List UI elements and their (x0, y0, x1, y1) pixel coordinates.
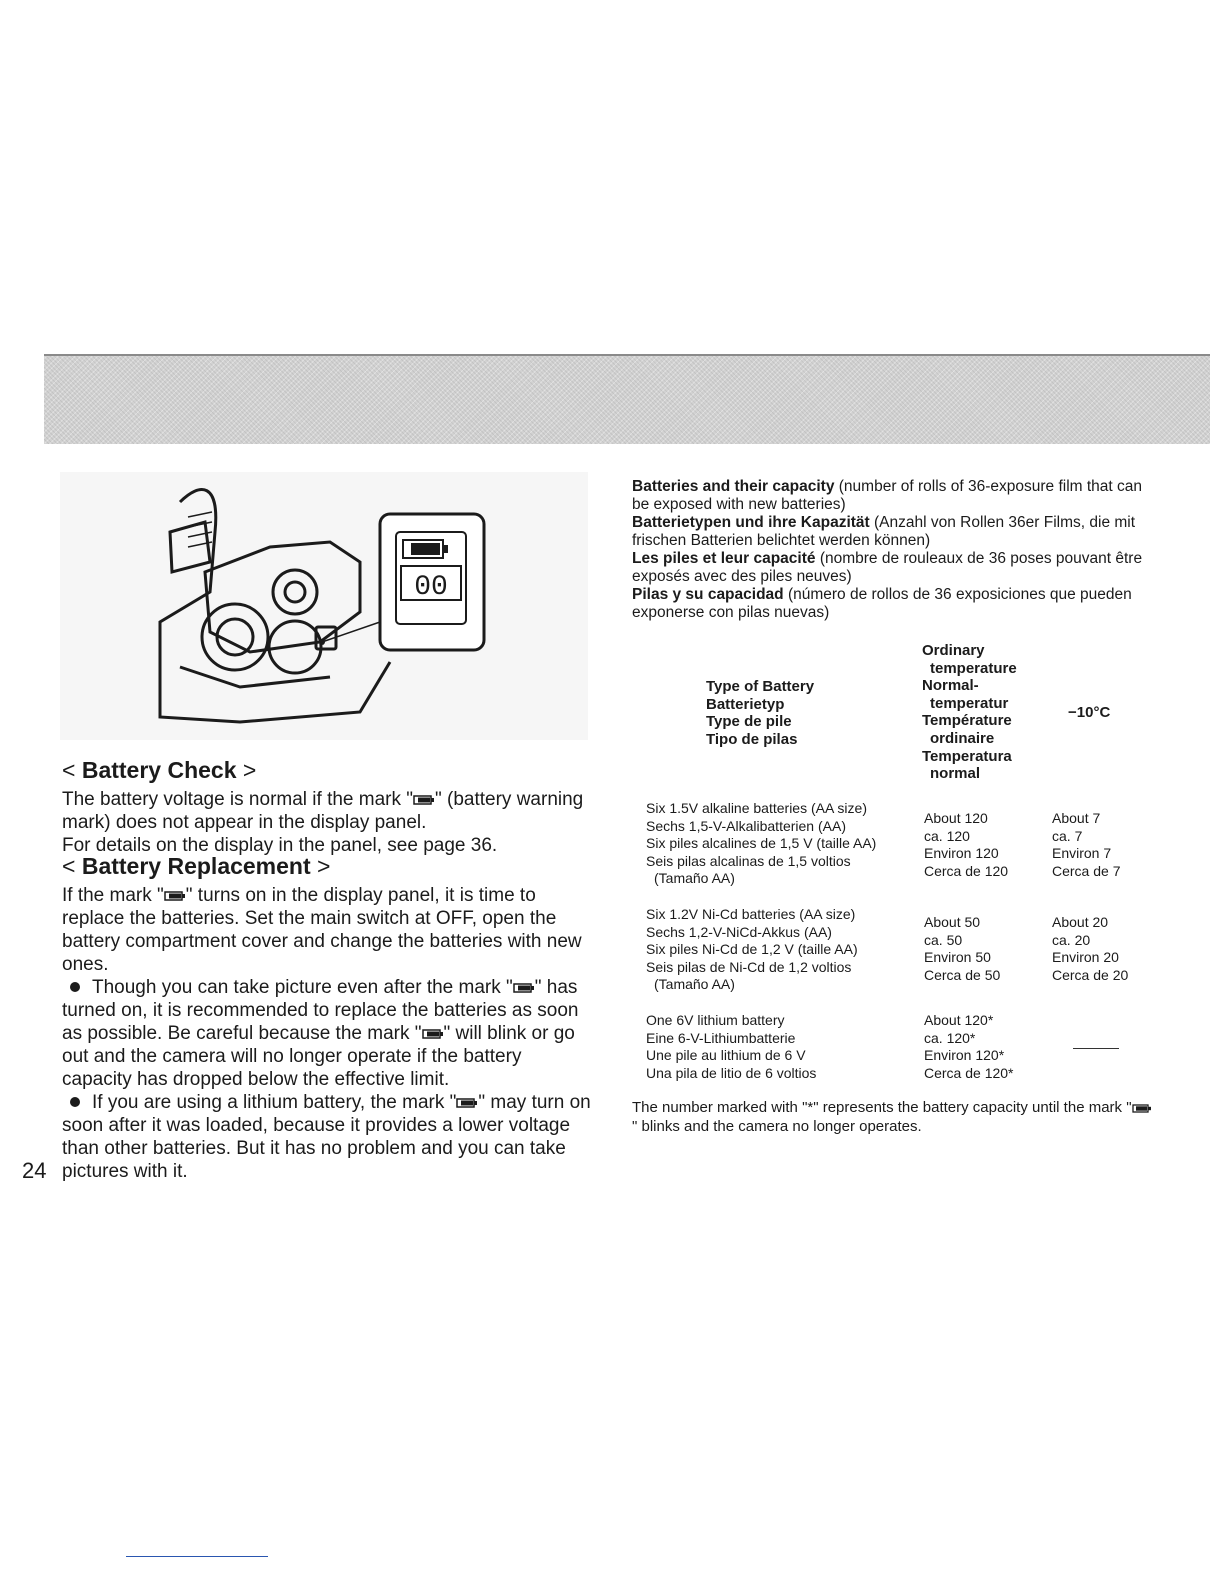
intro-es: Pilas y su capacidad (número de rollos de 36 exposiciones que pueden exponerse con pilas nuevas) (632, 586, 1132, 621)
intro-en: Batteries and their capacity (number of rolls of 36-exposure film that can be exposed with new batteries) (632, 478, 1143, 513)
battery-replacement-section (62, 852, 592, 1183)
header-battery-type: Type of Battery Batterietyp Type de pile Tipo de pilas (706, 678, 815, 748)
capacity-intro (632, 478, 1152, 622)
battery-warning-icon (456, 1098, 478, 1108)
intro-fr: Les piles et leur capacité (nombre de rouleaux de 36 poses pouvant être exposés avec des piles neuves) (632, 550, 1143, 585)
header-normal-temperature: Ordinary temperature Normal- temperatur Température ordinaire Temperatura normal (922, 642, 1017, 783)
table-cell-cold: About 7 ca. 7 Environ 7 Cerca de 7 (1052, 810, 1121, 879)
battery-check-heading: < Battery Check > (62, 757, 257, 783)
page-number: 24 (22, 1158, 47, 1183)
footnote: The number marked with "*" represents the battery capacity until the mark "" blinks and the camera no longer operates. (632, 1098, 1152, 1136)
battery-warning-icon (1132, 1104, 1152, 1113)
bullet-icon (70, 982, 80, 992)
bullet-item: Though you can take picture even after the mark " " has turned on, it is recommended to replace the batteries as soon as possible. Be careful because the mark " " will blink or go out and the camera will no longer operate if the battery capacity has dropped below the effective limit. (62, 977, 579, 1090)
battery-check-text: The battery voltage is normal if the mark " " (battery warning mark) does not appear in the display panel. For details on the display in the panel, see page 36. (62, 789, 584, 856)
battery-warning-icon (164, 891, 186, 901)
battery-replacement-heading: < Battery Replacement > (62, 853, 331, 879)
bullet-icon (70, 1097, 80, 1107)
lcd-display-icon: 00 (414, 572, 448, 603)
battery-warning-icon (513, 983, 535, 993)
battery-check-section (62, 756, 592, 857)
camera-illustration (60, 472, 588, 740)
table-row: One 6V lithium battery Eine 6-V-Lithiumbatterie Une pile au lithium de 6 V Una pila de litio de 6 voltios (646, 1012, 817, 1081)
battery-warning-icon (403, 540, 448, 558)
intro-de: Batterietypen und ihre Kapazität (Anzahl von Rollen 36er Films, die mit frischen Batterien belichtet werden können) (632, 514, 1136, 549)
header-band (44, 354, 1210, 444)
header-cold-temperature: −10°C (1068, 704, 1111, 721)
table-cell-normal: About 120* ca. 120* Environ 120* Cerca de 120* (924, 1012, 1014, 1081)
battery-warning-icon (422, 1029, 444, 1039)
table-row: Six 1.2V Ni-Cd batteries (AA size) Sechs 1,2-V-NiCd-Akkus (AA) Six piles Ni-Cd de 1,2 V (taille AA) Seis pilas de Ni-Cd de 1,2 voltios (Tamaño AA) (646, 906, 858, 992)
table-cell-normal: About 50 ca. 50 Environ 50 Cerca de 50 (924, 914, 1001, 983)
table-cell-normal: About 120 ca. 120 Environ 120 Cerca de 120 (924, 810, 1009, 879)
table-cell-cold: About 20 ca. 20 Environ 20 Cerca de 20 (1052, 914, 1129, 983)
battery-warning-icon (413, 795, 435, 805)
table-row: Six 1.5V alkaline batteries (AA size) Sechs 1,5-V-Alkalibatterien (AA) Six piles alcalines de 1,5 V (taille AA) Seis pilas alcalinas de 1,5 voltios (Tamaño AA) (646, 800, 877, 886)
not-applicable-dash (1073, 1048, 1119, 1049)
bullet-item: If you are using a lithium battery, the mark " " may turn on soon after it was loaded, because it provides a lower voltage than other batteries. But it has no problem and you can take pictures with it. (62, 1092, 591, 1182)
footer-rule (126, 1556, 268, 1557)
battery-replacement-text: If the mark " " turns on in the display panel, it is time to replace the batteries. Set the main switch at OFF, open the battery compartment cover and change the batteries with new ones. (62, 885, 582, 975)
